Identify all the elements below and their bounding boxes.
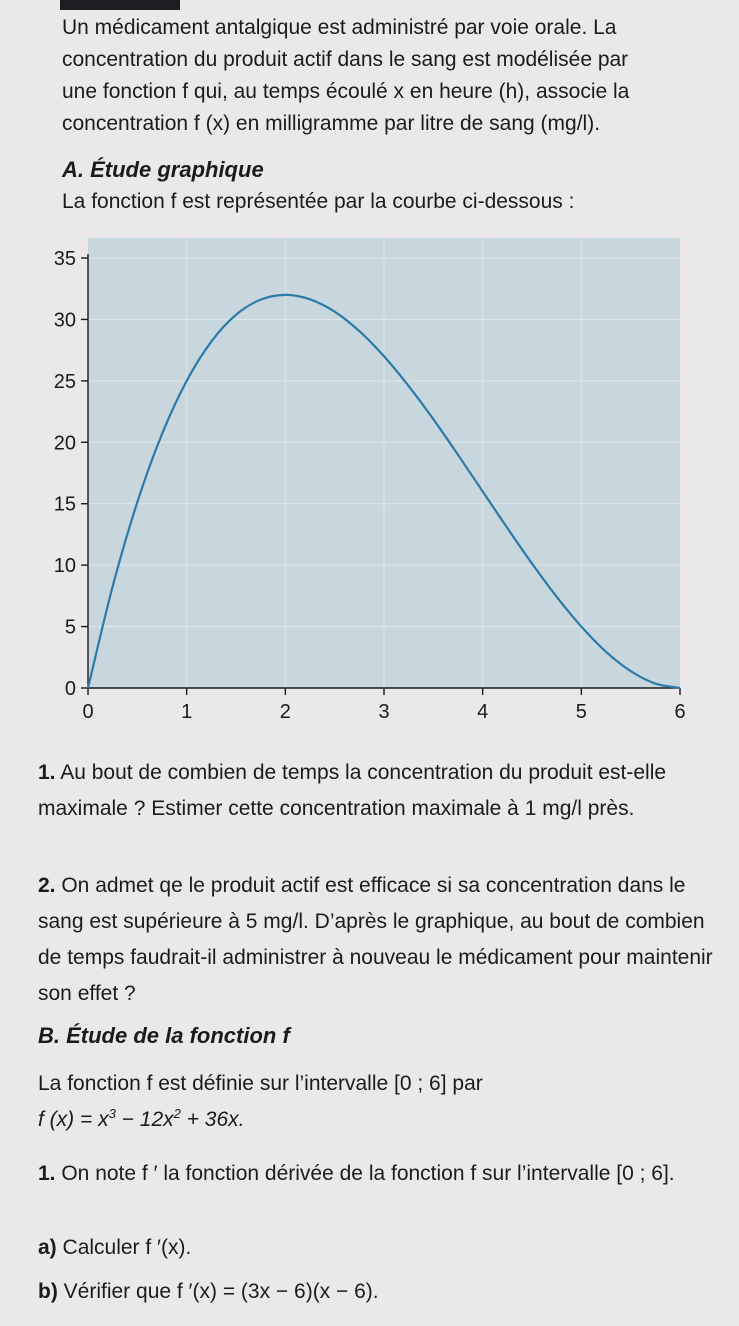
top-rule bbox=[60, 0, 180, 10]
intro-line: une fonction f qui, au temps écoulé x en heure (h), associe la bbox=[62, 80, 630, 103]
question-label: b) bbox=[38, 1280, 58, 1303]
function-formula bbox=[38, 1104, 245, 1136]
concentration-chart bbox=[0, 230, 739, 730]
question-b1b bbox=[38, 1276, 379, 1308]
y-tick-label: 10 bbox=[53, 555, 76, 578]
y-tick-label: 5 bbox=[64, 616, 76, 639]
y-tick-label: 30 bbox=[53, 309, 76, 332]
question-text: Vérifier que f ′(x) = (3x − 6)(x − 6). bbox=[57, 1280, 379, 1303]
x-tick-label: 5 bbox=[575, 701, 587, 723]
question-a2 bbox=[38, 868, 718, 1012]
question-b1 bbox=[38, 1156, 718, 1192]
question-label: a) bbox=[38, 1236, 57, 1259]
question-text: On admet qe le produit actif est efficace si sa concentration dans le sang est supérieure à 5 mg/l. D’après le graphique, au bout de combien de temps faudrait-il administrer à nouveau le médicament pour maintenir son effet ? bbox=[38, 874, 713, 1005]
x-tick-label: 2 bbox=[279, 701, 291, 723]
x-tick-label: 0 bbox=[82, 701, 94, 723]
y-tick-label: 20 bbox=[53, 432, 76, 455]
section-b-title: B. Étude de la fonction f bbox=[38, 1023, 290, 1048]
question-b1a bbox=[38, 1232, 191, 1264]
x-tick-label: 1 bbox=[181, 701, 193, 723]
y-tick-label: 15 bbox=[53, 493, 76, 516]
section-b-definition: La fonction f est définie sur l’intervalle [0 ; 6] par bbox=[38, 1072, 483, 1095]
question-text: Calculer f ′(x). bbox=[56, 1236, 192, 1259]
question-a1 bbox=[38, 755, 718, 827]
formula-part: − 12x bbox=[115, 1108, 174, 1131]
section-a-subtitle: La fonction f est représentée par la courbe ci-dessous : bbox=[62, 190, 575, 213]
intro-paragraph bbox=[62, 12, 712, 140]
question-text: On note f ′ la fonction dérivée de la fonction f sur l’intervalle [0 ; 6]. bbox=[55, 1162, 675, 1185]
formula-part: + 36x. bbox=[180, 1108, 245, 1131]
x-tick-label: 6 bbox=[674, 701, 686, 723]
intro-line: Un médicament antalgique est administré par voie orale. La bbox=[62, 16, 617, 39]
x-tick-label: 3 bbox=[378, 701, 390, 723]
question-number: 2. bbox=[38, 874, 56, 897]
formula-part: f (x) = x bbox=[38, 1108, 109, 1131]
question-text: Au bout de combien de temps la concentration du produit est-elle maximale ? Estimer cette concentration maximale à 1 mg/l près. bbox=[38, 761, 667, 820]
section-a-title: A. Étude graphique bbox=[62, 157, 264, 182]
question-number: 1. bbox=[38, 1162, 56, 1185]
intro-line: concentration du produit actif dans le sang est modélisée par bbox=[62, 48, 629, 71]
question-number: 1. bbox=[38, 761, 56, 784]
y-tick-label: 0 bbox=[64, 678, 76, 700]
intro-line: concentration f (x) en milligramme par litre de sang (mg/l). bbox=[62, 112, 601, 135]
formula-exponent: 3 bbox=[108, 1106, 116, 1121]
x-tick-label: 4 bbox=[477, 701, 489, 723]
formula-exponent: 2 bbox=[173, 1106, 181, 1121]
y-tick-label: 35 bbox=[53, 248, 76, 270]
y-tick-label: 25 bbox=[53, 370, 76, 393]
